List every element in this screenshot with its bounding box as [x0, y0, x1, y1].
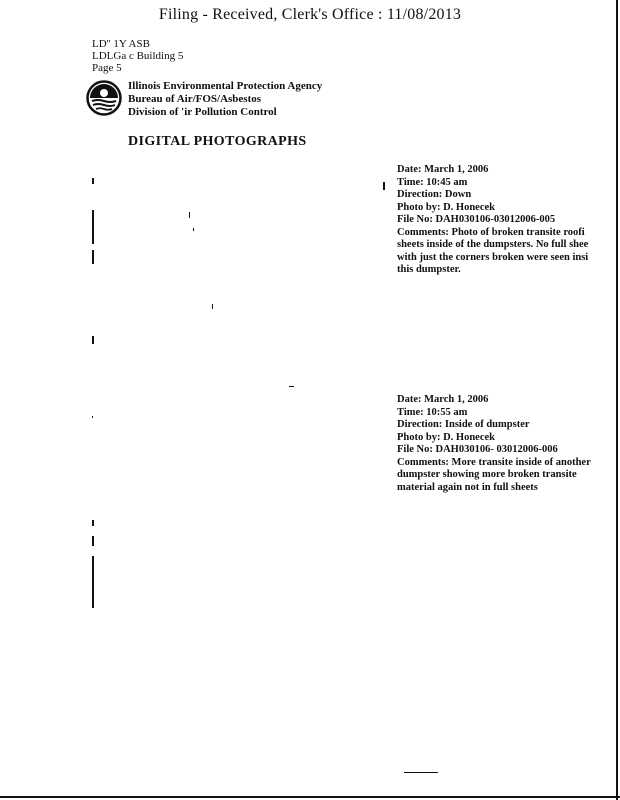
photo-date: Date: March 1, 2006 — [397, 394, 489, 405]
scan-mark — [92, 416, 93, 418]
photo-time: Time: 10:45 am — [397, 176, 468, 188]
scan-mark — [92, 556, 94, 608]
filing-header: Filing - Received, Clerk's Office : 11/08/2013 — [158, 6, 462, 23]
agency-seal-icon — [86, 80, 122, 116]
agency-division: Division of 'ir Pollution Control — [128, 106, 277, 118]
photo-direction: Direction: Down — [397, 189, 472, 200]
footer-rule — [404, 772, 438, 773]
scan-mark — [92, 178, 94, 184]
photo-author: Photo by: D. Honecek — [397, 201, 495, 213]
scan-mark — [92, 250, 94, 264]
scan-mark — [92, 336, 94, 344]
photo-caption — [397, 394, 607, 494]
document-title: DIGITAL PHOTOGRAPHS — [128, 134, 307, 149]
scan-mark — [92, 210, 94, 244]
page-border-bottom — [0, 796, 620, 798]
photo-file-number: File No: DAH030106- 03012006-006 — [397, 444, 558, 455]
photo-date: Date: March 1, 2006 — [397, 164, 489, 175]
photo-file-number: File No: DAH030106-03012006-005 — [397, 214, 556, 225]
photo-direction: Direction: Inside of dumpster — [397, 419, 530, 430]
reference-line: Page 5 — [92, 62, 122, 74]
scan-mark — [92, 520, 94, 526]
scan-mark — [193, 228, 194, 231]
photo-time: Time: 10:55 am — [397, 406, 468, 418]
scan-mark — [289, 386, 294, 387]
reference-block — [92, 38, 183, 74]
reference-line: LDLGa c Building 5 — [92, 50, 184, 62]
photo-comments: Comments: Photo of broken transite roofi sheets inside of the dumpsters. No full shee with just the corners broken were seen insi this dumpster. — [397, 226, 589, 275]
photo-author: Photo by: D. Honecek — [397, 431, 495, 443]
photo-comments: Comments: More transite inside of another dumpster showing more broken transite material again not in full sheets — [397, 456, 591, 493]
reference-line: LD'' 1Y ASB — [92, 38, 150, 50]
page-border-right — [616, 0, 618, 800]
photo-caption — [397, 164, 607, 277]
agency-name: Illinois Environmental Protection Agency — [128, 80, 323, 92]
agency-text — [128, 80, 322, 119]
scan-mark — [383, 182, 385, 190]
scan-mark — [189, 212, 190, 218]
agency-bureau: Bureau of Air/FOS/Asbestos — [128, 93, 262, 105]
scan-mark — [92, 536, 94, 546]
scan-mark — [212, 304, 213, 309]
